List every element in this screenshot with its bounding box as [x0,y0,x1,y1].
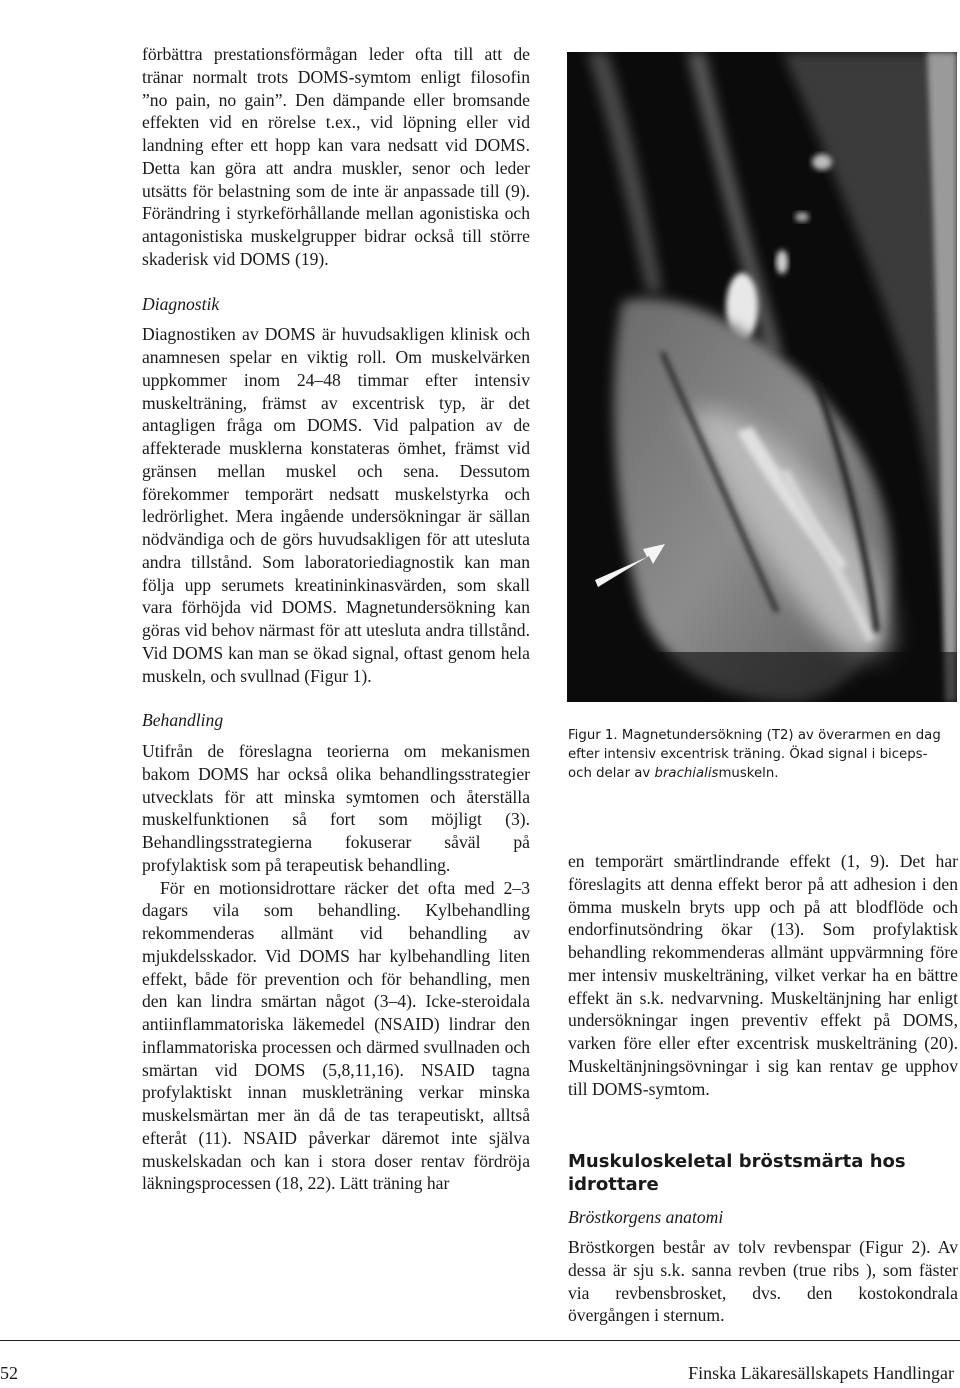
right-subheading-wrap [568,1206,958,1229]
behandling-paragraph-1: Utifrån de föreslagna teorierna om mekanismen bakom DOMS har också olika behandlingsstrategier utvecklats för att minska symtomen och återställa muskelfunktionen så fort som möjligt (3). Behandlingsstrategierna fokuserar såväl på profylaktisk som på terapeutisk behandling. [142,741,530,875]
diagnostik-paragraph: Diagnostiken av DOMS är huvudsakligen klinisk och anamnesen spelar en viktig roll. Om muskelvärken uppkommer inom 24–48 timmar efter intensiv muskelträning, främst av excentrisk typ, är det antagligen fråga om DOMS. Vid palpation av de affekterade musklerna konstateras ömhet, främst vid gränsen mellan muskel och sena. Dessutom förekommer temporärt nedsatt muskelstyrka och ledrörlighet. Mera ingående undersökningar är sällan nödvändiga och de görs huvudsakligen för att utesluta andra tillstånd. Som laboratoriediagnostik kan man följa upp serumets kreatininkinasvärden, som skall vara förhöjda vid DOMS. Magnetundersökning kan göras vid behov närmast för att utesluta andra tillstånd. Vid DOMS kan man se ökad signal, oftast genom hela muskeln, och svullnad (Figur 1). [142,324,530,686]
right-paragraph-2: Bröstkorgen består av tolv revbenspar (Figur 2). Av dessa är sju s.k. sanna revben (true ribs ), som fäster via revbensbrosket, dvs. den kostokondrala övergången i sternum. [568,1237,958,1326]
mri-figure [567,52,957,702]
section-title: Muskuloskeletal bröstsmärta hos idrottare [568,1151,906,1195]
behandling-paragraph-2: För en motionsidrottare räcker det ofta med 2–3 dagars vila som behandling. Kylbehandling rekommenderas allmänt vid behandling av mjukdelsskador. Vid DOMS har kylbehandling liten effekt, både för prevention och för behandling, men den kan lindra smärtan något (3–4). Icke-steroidala antiinflammatoriska läkemedel (NSAID) lindrar den inflammatoriska processen och därmed svullnaden och smärtan vid DOMS (5,8,11,16). NSAID tagna profylaktiskt innan muskleträning verkar minska muskelsmärtan mer än då de tas terapeutiskt, alltså efteråt (11). NSAID påverkar däremot inte själva muskelskadan och kan i stora doser rentav fördröja läkningsprocessen (18, 22). Lätt träning har [142,877,530,1194]
right-last-wrap [568,1236,958,1327]
footer-divider [0,1340,960,1341]
right-paragraph-1: en temporärt smärtlindrande effekt (1, 9). Det har föreslagits att denna effekt beror på att adhesion i den ömma muskeln bryts upp och på att blodflöde och endorfinutsöndring ökar (13). Som profylaktisk behandling rekommenderas allmänt uppvärmning före mer intensiv muskelträning, vilket verkar ha en bättre effekt än s.k. nedvarvning. Muskeltänjning har enligt undersökningar ingen preventiv effekt på DOMS, varken före eller efter excentrisk muskelträning (20). Muskeltänjningsövningar i sig kan rentav ge upphov till DOMS-symtom. [568,851,958,1099]
right-subheading: Bröstkorgens anatomi [568,1207,724,1227]
right-column [568,850,958,1100]
caption-suffix: muskeln. [718,766,779,781]
left-column [142,43,530,1195]
mri-image [567,52,957,702]
journal-title: Finska Läkaresällskapets Handlingar [688,1363,954,1383]
left-paragraph-1: förbättra prestationsförmågan leder ofta till att de tränar normalt trots DOMS-symtom enligt filosofin ”no pain, no gain”. Den dämpande eller bromsande effekten vid en rörelse t.ex., vid löpning eller vid landning efter ett hopp kan vara nedsatt vid DOMS. Detta kan göra att andra muskler, senor och leder utsätts för belastning som de inte är anpassade till (9). Förändring i styrkeförhållande mellan agonistiska och antagonistiska muskelgrupper bidrar också till större skaderisk vid DOMS (19). [142,44,530,269]
behandling-heading: Behandling [142,710,224,731]
caption-text: Figur 1. Magnetundersökning (T2) av överarmen en dag efter intensiv excentrisk träning. Ökad signal i biceps- och delar av [568,728,941,781]
page-number: 52 [0,1363,18,1383]
caption-italic: brachialis [654,766,719,781]
figure-caption [568,726,953,783]
diagnostik-heading: Diagnostik [142,293,220,314]
